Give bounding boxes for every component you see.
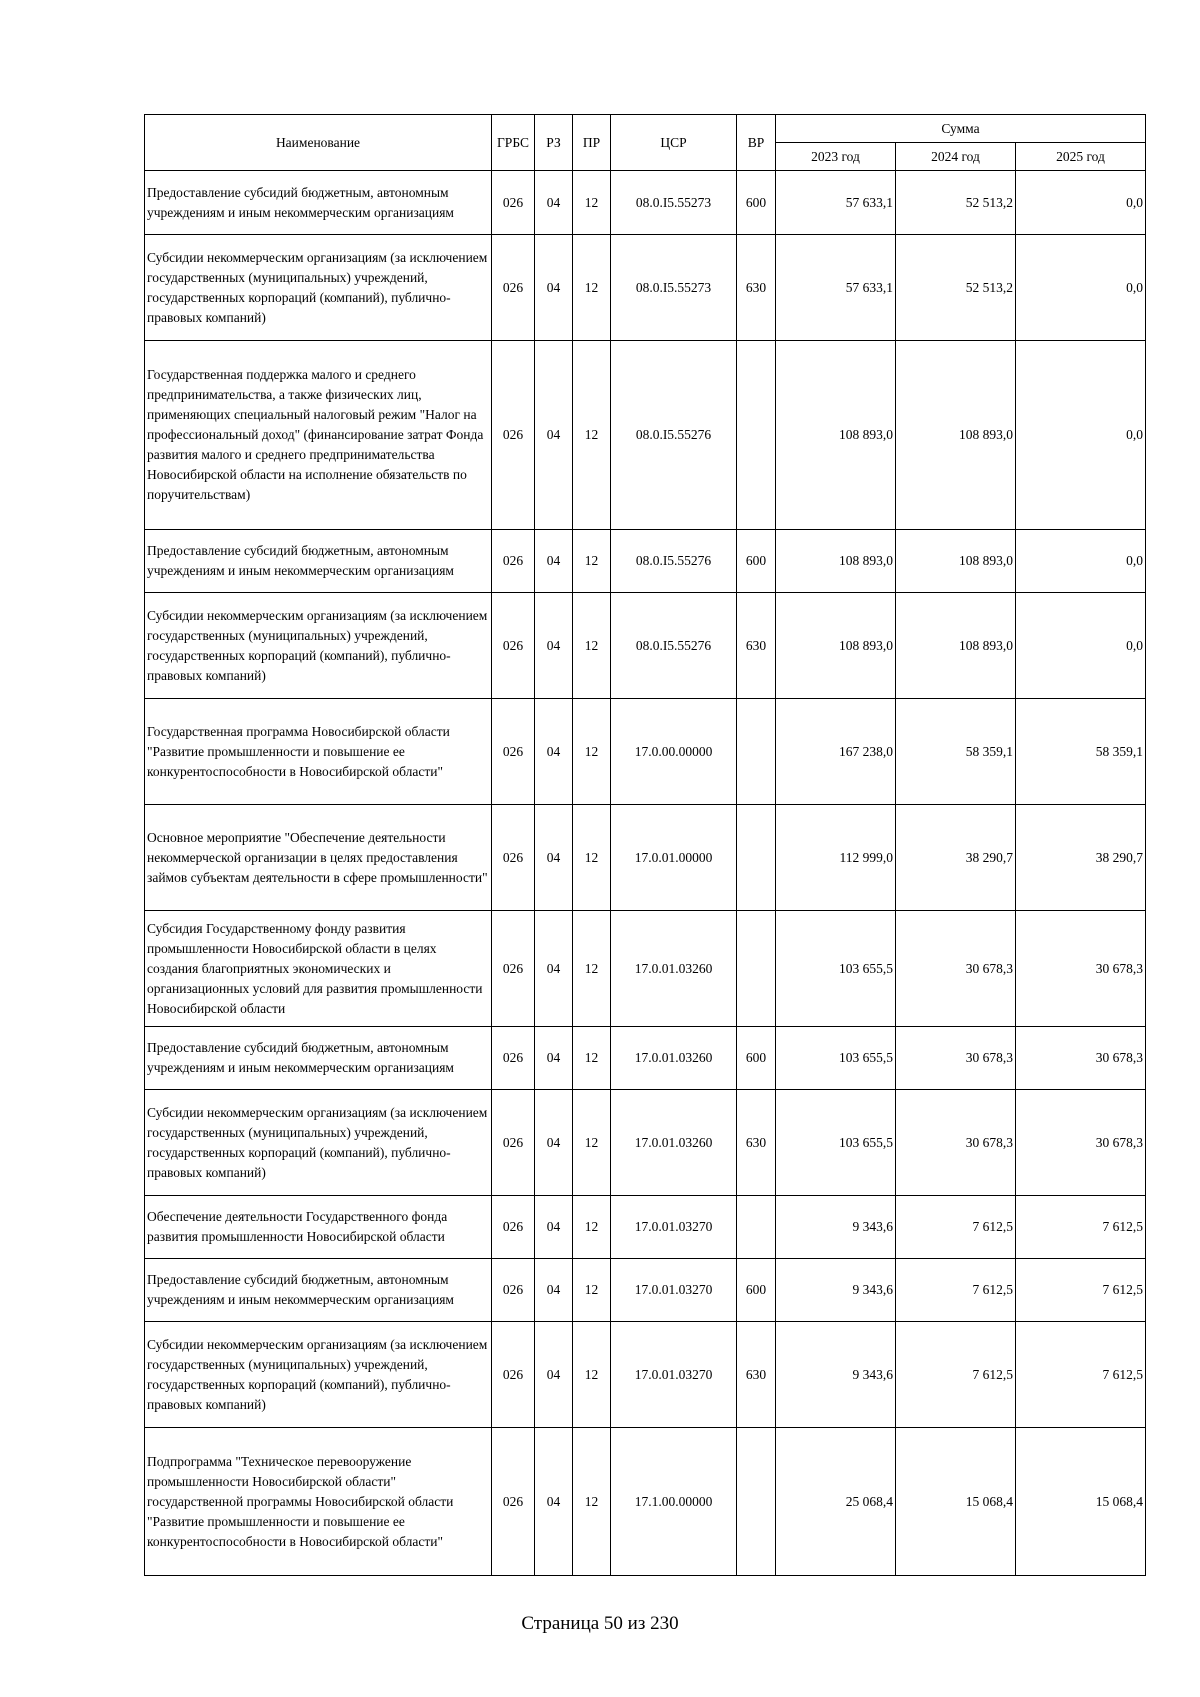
row-sum-2025: 58 359,1: [1016, 699, 1146, 805]
row-vr: [737, 911, 776, 1027]
row-sum-2025: 7 612,5: [1016, 1196, 1146, 1259]
row-vr: 600: [737, 1259, 776, 1322]
row-sum-2023: 108 893,0: [776, 341, 896, 530]
row-rz: 04: [535, 1196, 573, 1259]
row-sum-2024: 30 678,3: [896, 911, 1016, 1027]
row-sum-2024: 30 678,3: [896, 1090, 1016, 1196]
row-pr: 12: [573, 341, 611, 530]
row-grbs: 026: [492, 341, 535, 530]
row-csr: 17.0.01.03270: [611, 1259, 737, 1322]
row-sum-2025: 0,0: [1016, 593, 1146, 699]
row-sum-2025: 38 290,7: [1016, 805, 1146, 911]
table-body: [145, 171, 1146, 1576]
row-sum-2023: 25 068,4: [776, 1428, 896, 1576]
row-vr: 600: [737, 1027, 776, 1090]
row-sum-2024: 58 359,1: [896, 699, 1016, 805]
header-grbs: ГРБС: [492, 115, 535, 171]
table-row: [145, 593, 1146, 699]
row-sum-2023: 167 238,0: [776, 699, 896, 805]
row-sum-2024: 108 893,0: [896, 530, 1016, 593]
row-vr: 630: [737, 593, 776, 699]
row-vr: 630: [737, 1090, 776, 1196]
row-rz: 04: [535, 1090, 573, 1196]
row-csr: 08.0.I5.55276: [611, 593, 737, 699]
table-row: [145, 911, 1146, 1027]
row-pr: 12: [573, 805, 611, 911]
row-sum-2025: 15 068,4: [1016, 1428, 1146, 1576]
row-sum-2023: 108 893,0: [776, 530, 896, 593]
header-sum: Сумма: [776, 115, 1146, 143]
row-name: Предоставление субсидий бюджетным, автономным учреждениям и иным некоммерческим организациям: [145, 1027, 492, 1090]
row-sum-2025: 7 612,5: [1016, 1322, 1146, 1428]
row-grbs: 026: [492, 530, 535, 593]
row-rz: 04: [535, 911, 573, 1027]
header-year-2025: 2025 год: [1016, 143, 1146, 171]
row-sum-2023: 108 893,0: [776, 593, 896, 699]
row-csr: 08.0.I5.55276: [611, 341, 737, 530]
row-grbs: 026: [492, 1428, 535, 1576]
row-csr: 17.0.01.03260: [611, 911, 737, 1027]
table-row: [145, 1259, 1146, 1322]
header-pr: ПР: [573, 115, 611, 171]
table-row: [145, 1196, 1146, 1259]
row-grbs: 026: [492, 1090, 535, 1196]
row-sum-2025: 0,0: [1016, 235, 1146, 341]
table-row: [145, 341, 1146, 530]
row-pr: 12: [573, 1090, 611, 1196]
table-row: [145, 235, 1146, 341]
row-sum-2023: 103 655,5: [776, 911, 896, 1027]
row-vr: 600: [737, 171, 776, 235]
row-name: Обеспечение деятельности Государственного фонда развития промышленности Новосибирской области: [145, 1196, 492, 1259]
row-rz: 04: [535, 1027, 573, 1090]
page-number: Страница 50 из 230: [521, 1613, 679, 1634]
row-vr: [737, 341, 776, 530]
row-csr: 17.1.00.00000: [611, 1428, 737, 1576]
row-rz: 04: [535, 341, 573, 530]
row-vr: [737, 1428, 776, 1576]
row-grbs: 026: [492, 1259, 535, 1322]
row-sum-2024: 108 893,0: [896, 593, 1016, 699]
row-sum-2023: 103 655,5: [776, 1027, 896, 1090]
row-name: Предоставление субсидий бюджетным, автономным учреждениям и иным некоммерческим организациям: [145, 530, 492, 593]
row-sum-2024: 7 612,5: [896, 1259, 1016, 1322]
table-row: [145, 1428, 1146, 1576]
row-vr: 600: [737, 530, 776, 593]
row-sum-2025: 30 678,3: [1016, 1027, 1146, 1090]
row-sum-2023: 112 999,0: [776, 805, 896, 911]
row-name: Государственная программа Новосибирской области "Развитие промышленности и повышение ее конкурентоспособности в Новосибирской области": [145, 699, 492, 805]
row-rz: 04: [535, 530, 573, 593]
row-vr: 630: [737, 1322, 776, 1428]
row-pr: 12: [573, 1259, 611, 1322]
table-row: [145, 805, 1146, 911]
row-sum-2023: 103 655,5: [776, 1090, 896, 1196]
row-sum-2023: 9 343,6: [776, 1196, 896, 1259]
header-year-2023: 2023 год: [776, 143, 896, 171]
row-rz: 04: [535, 1428, 573, 1576]
row-sum-2024: 52 513,2: [896, 235, 1016, 341]
row-pr: 12: [573, 171, 611, 235]
row-csr: 17.0.01.03260: [611, 1090, 737, 1196]
row-csr: 17.0.00.00000: [611, 699, 737, 805]
row-name: Предоставление субсидий бюджетным, автономным учреждениям и иным некоммерческим организациям: [145, 171, 492, 235]
row-sum-2023: 9 343,6: [776, 1259, 896, 1322]
row-pr: 12: [573, 1322, 611, 1428]
header-vr: ВР: [737, 115, 776, 171]
row-csr: 08.0.I5.55276: [611, 530, 737, 593]
row-pr: 12: [573, 593, 611, 699]
row-pr: 12: [573, 1196, 611, 1259]
budget-table: [144, 114, 1146, 1576]
row-csr: 17.0.01.03270: [611, 1196, 737, 1259]
row-grbs: 026: [492, 699, 535, 805]
row-sum-2025: 0,0: [1016, 341, 1146, 530]
row-sum-2025: 7 612,5: [1016, 1259, 1146, 1322]
row-vr: [737, 1196, 776, 1259]
table-row: [145, 699, 1146, 805]
row-grbs: 026: [492, 593, 535, 699]
row-name: Субсидии некоммерческим организациям (за исключением государственных (муниципальных) учреждений, государственных корпораций (компаний), публично-правовых компаний): [145, 235, 492, 341]
row-rz: 04: [535, 1259, 573, 1322]
table-row: [145, 1090, 1146, 1196]
row-sum-2023: 9 343,6: [776, 1322, 896, 1428]
table-header: [145, 115, 1146, 171]
row-vr: [737, 805, 776, 911]
row-rz: 04: [535, 699, 573, 805]
row-name: Субсидия Государственному фонду развития промышленности Новосибирской области в целях создания благоприятных экономических и организационных условий для развития промышленности Новосибирской области: [145, 911, 492, 1027]
row-sum-2025: 30 678,3: [1016, 911, 1146, 1027]
row-sum-2023: 57 633,1: [776, 235, 896, 341]
row-sum-2025: 0,0: [1016, 171, 1146, 235]
header-year-2024: 2024 год: [896, 143, 1016, 171]
row-sum-2024: 15 068,4: [896, 1428, 1016, 1576]
row-grbs: 026: [492, 805, 535, 911]
row-sum-2024: 108 893,0: [896, 341, 1016, 530]
row-name: Подпрограмма "Техническое перевооружение промышленности Новосибирской области" государственной программы Новосибирской области "Развитие промышленности и повышение ее конкурентоспособности в Новосибирской области": [145, 1428, 492, 1576]
row-sum-2024: 7 612,5: [896, 1196, 1016, 1259]
row-name: Основное мероприятие "Обеспечение деятельности некоммерческой организации в целях предоставления займов субъектам деятельности в сфере промышленности": [145, 805, 492, 911]
row-rz: 04: [535, 593, 573, 699]
row-csr: 17.0.01.03270: [611, 1322, 737, 1428]
row-grbs: 026: [492, 1027, 535, 1090]
table-row: [145, 530, 1146, 593]
header-name: Наименование: [145, 115, 492, 171]
table-row: [145, 1027, 1146, 1090]
row-rz: 04: [535, 171, 573, 235]
row-vr: 630: [737, 235, 776, 341]
row-pr: 12: [573, 235, 611, 341]
row-sum-2024: 7 612,5: [896, 1322, 1016, 1428]
row-name: Субсидии некоммерческим организациям (за исключением государственных (муниципальных) учреждений, государственных корпораций (компаний), публично-правовых компаний): [145, 1090, 492, 1196]
row-name: Государственная поддержка малого и среднего предпринимательства, а также физических лиц, применяющих специальный налоговый режим "Налог на профессиональный доход" (финансирование затрат Фонда развития малого и среднего предпринимательства Новосибирской области на исполнение обязательств по поручительствам): [145, 341, 492, 530]
row-vr: [737, 699, 776, 805]
row-csr: 17.0.01.03260: [611, 1027, 737, 1090]
row-sum-2024: 30 678,3: [896, 1027, 1016, 1090]
row-name: Предоставление субсидий бюджетным, автономным учреждениям и иным некоммерческим организациям: [145, 1259, 492, 1322]
row-rz: 04: [535, 805, 573, 911]
row-grbs: 026: [492, 911, 535, 1027]
row-csr: 08.0.I5.55273: [611, 171, 737, 235]
row-pr: 12: [573, 530, 611, 593]
row-rz: 04: [535, 235, 573, 341]
row-pr: 12: [573, 1428, 611, 1576]
table-row: [145, 1322, 1146, 1428]
table-row: [145, 171, 1146, 235]
row-sum-2025: 30 678,3: [1016, 1090, 1146, 1196]
row-grbs: 026: [492, 171, 535, 235]
header-rz: РЗ: [535, 115, 573, 171]
row-csr: 08.0.I5.55273: [611, 235, 737, 341]
row-name: Субсидии некоммерческим организациям (за исключением государственных (муниципальных) учреждений, государственных корпораций (компаний), публично-правовых компаний): [145, 1322, 492, 1428]
row-sum-2024: 38 290,7: [896, 805, 1016, 911]
row-grbs: 026: [492, 1196, 535, 1259]
row-pr: 12: [573, 1027, 611, 1090]
row-name: Субсидии некоммерческим организациям (за исключением государственных (муниципальных) учреждений, государственных корпораций (компаний), публично-правовых компаний): [145, 593, 492, 699]
row-pr: 12: [573, 911, 611, 1027]
header-csr: ЦСР: [611, 115, 737, 171]
row-grbs: 026: [492, 235, 535, 341]
row-grbs: 026: [492, 1322, 535, 1428]
row-rz: 04: [535, 1322, 573, 1428]
row-csr: 17.0.01.00000: [611, 805, 737, 911]
row-sum-2025: 0,0: [1016, 530, 1146, 593]
row-pr: 12: [573, 699, 611, 805]
row-sum-2024: 52 513,2: [896, 171, 1016, 235]
row-sum-2023: 57 633,1: [776, 171, 896, 235]
